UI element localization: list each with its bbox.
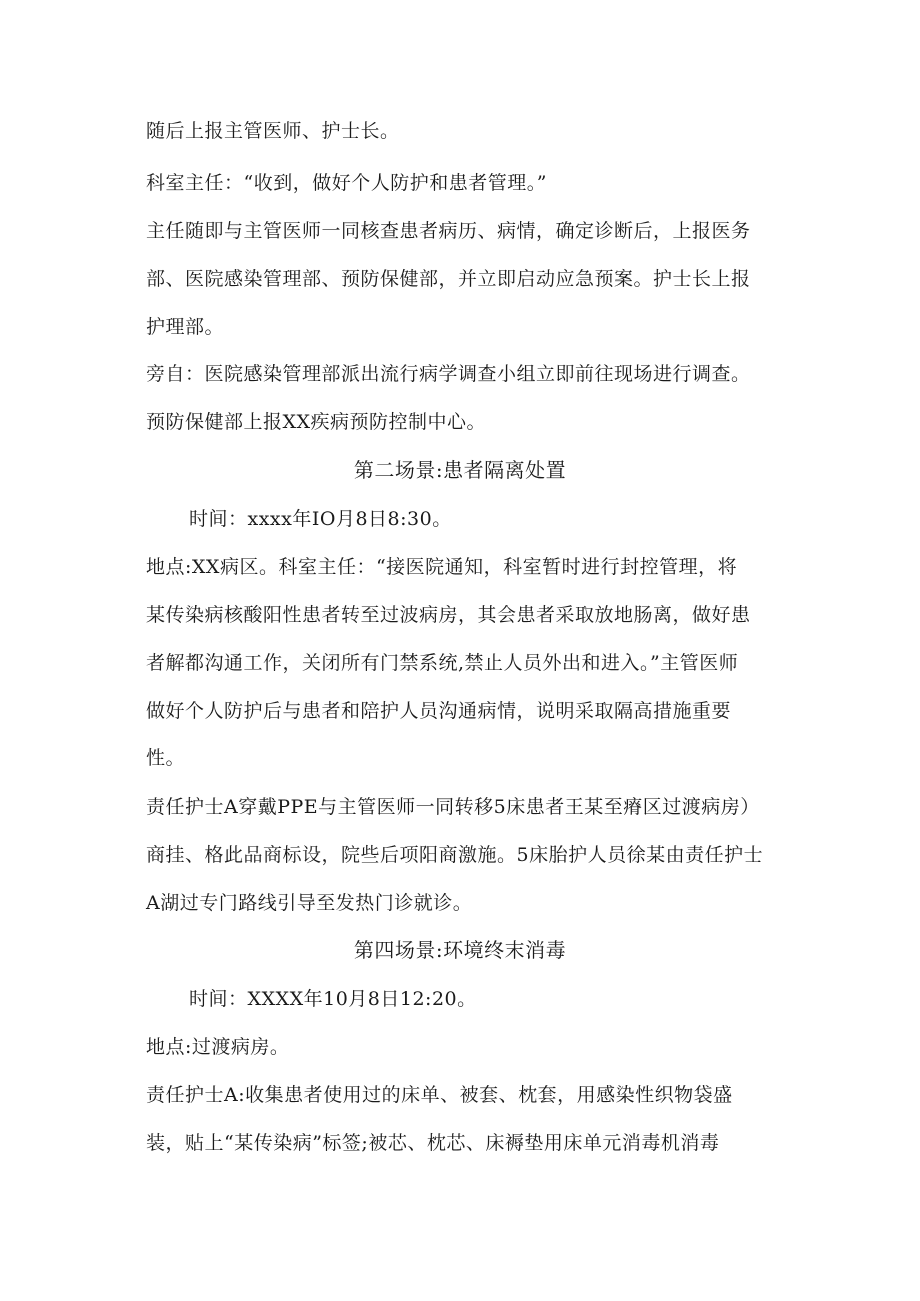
paragraph-line: 预防保健部上报XX疾病预防控制中心。 [146,411,487,433]
paragraph-line: 时间：xxxx年IO月8日8:30。 [189,508,452,530]
paragraph-line: 商挂、格此品商标设，院些后项阳商激施。5床胎护人员徐某由责任护士 [146,844,764,866]
paragraph-line: 做好个人防护后与患者和陪护人员沟通病情，说明采取隔高措施重要 [146,700,732,722]
paragraph-line: 者解都沟通工作，关闭所有门禁系统,禁止人员外出和进入。”主管医师 [146,652,739,674]
paragraph-line: 部、医院感染管理部、预防保健部，并立即启动应急预案。护士长上报 [146,268,751,290]
paragraph-line: 护理部。 [146,316,225,338]
paragraph-line: 责任护士A:收集患者使用过的床单、被套、枕套，用感染性织物袋盛 [146,1084,733,1106]
paragraph-line: 装，贴上“某传染病”标签;被芯、枕芯、床褥垫用床单元消毒机消毒 [146,1132,720,1154]
paragraph-line: A湖过专门路线引导至发热门诊就诊。 [146,892,473,914]
paragraph-line: 地点:XX病区。科室主任：“接医院通知，科室暂时进行封控管理，将 [146,556,738,578]
paragraph-line: 主任随即与主管医师一同核查患者病历、病情，确定诊断后，上报医务 [146,220,751,242]
paragraph-line: 时间：XXXX年10月8日12:20。 [189,988,477,1010]
paragraph-line: 某传染病核酸阳性患者转至过波病房，其会患者采取放地肠离，做好患 [146,604,751,626]
paragraph-line: 旁自：医院感染管理部派出流行病学调查小组立即前往现场进行调查。 [146,363,751,385]
paragraph-line: 性。 [146,747,186,769]
paragraph-line: 地点:过渡病房。 [146,1036,290,1058]
paragraph-line: 随后上报主管医师、护士长。 [146,120,400,142]
section-heading: 第二场景:患者隔离处置 [353,458,567,482]
paragraph-line: 科室主任：“收到，做好个人防护和患者管理。” [146,172,547,194]
section-heading: 第四场景:环境终末消毒 [353,938,567,962]
paragraph-line: 责任护士A穿戴PPE与主管医师一同转移5床患者王某至瘠区过渡病房） [146,796,760,818]
